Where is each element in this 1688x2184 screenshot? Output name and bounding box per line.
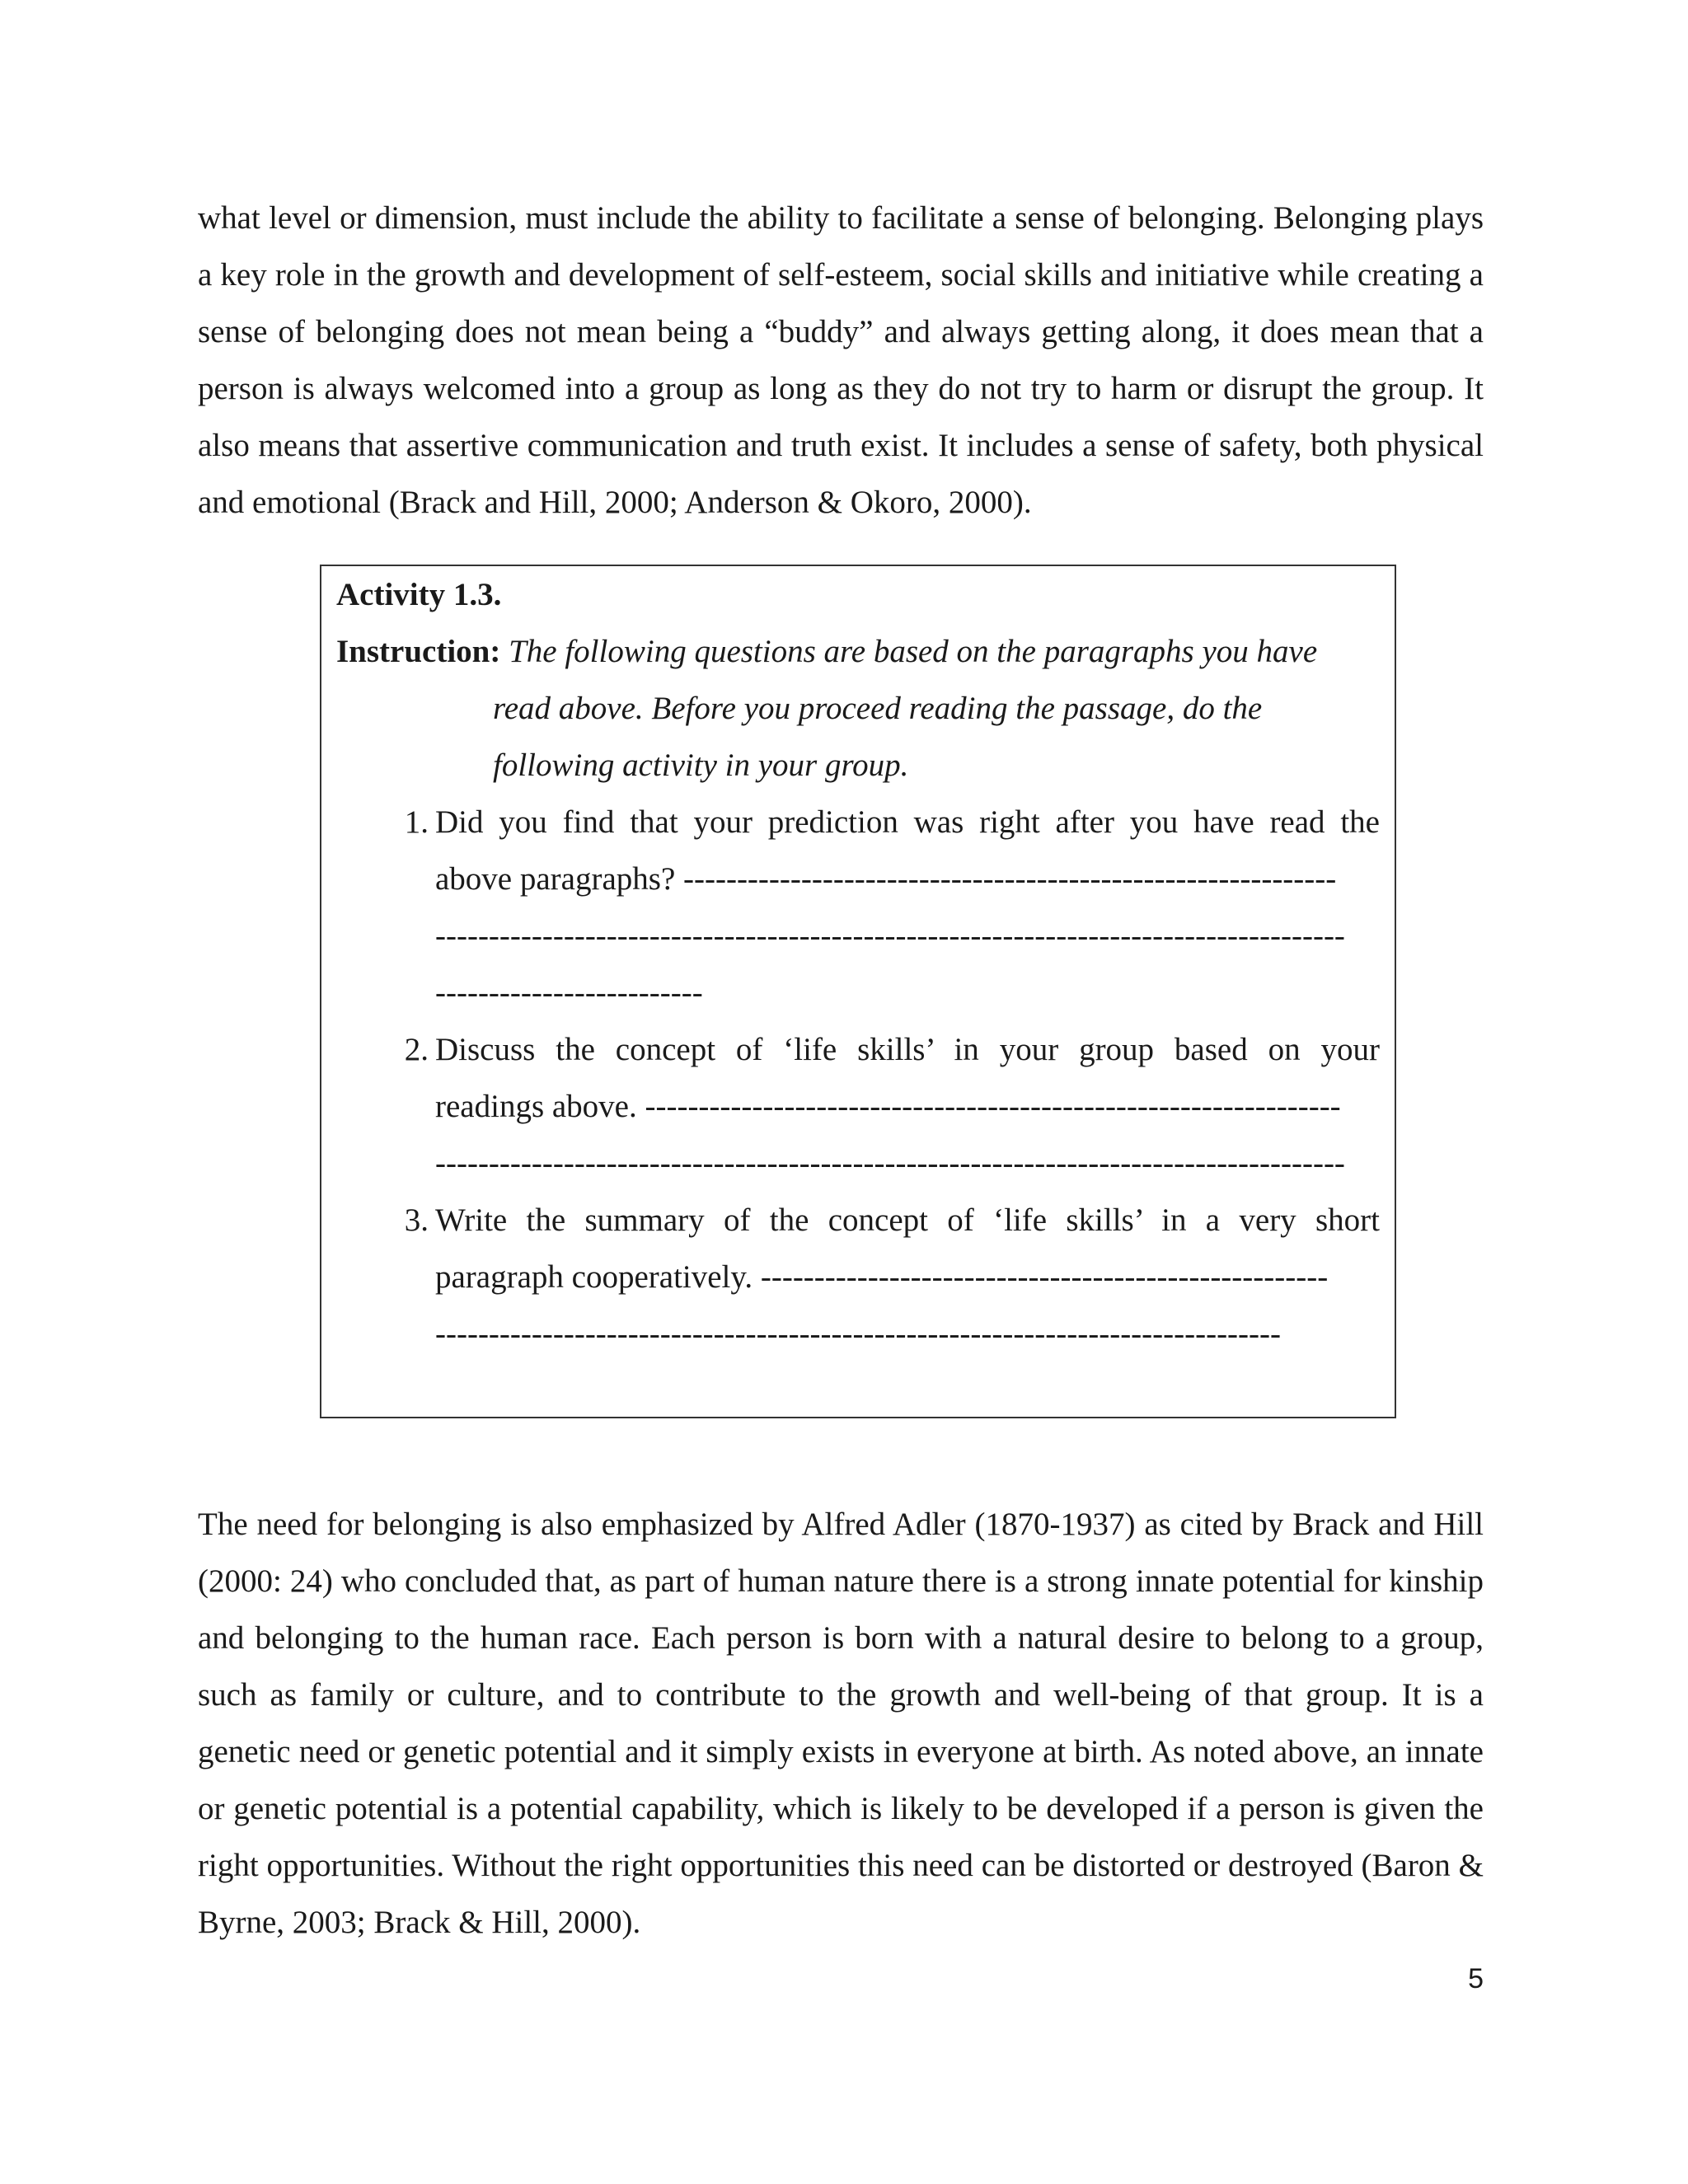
instruction-continuation xyxy=(493,680,1317,794)
question-number: 3. xyxy=(404,1202,429,1238)
instruction xyxy=(336,623,1383,680)
body-paragraph-1: what level or dimension, must include the ability to facilitate a sense of belonging. Belonging plays a key role in the growth and development of self-esteem, social skills and initiative while creating a sense of belonging does not mean being a “buddy” and always getting along, it does mean that a person is always welcomed into a group as long as they do not try to harm or disrupt the group. It also means that assertive communication and truth exist. It includes a sense of safety, both physical and emotional (Brack and Hill, 2000; Anderson & Okoro, 2000). xyxy=(198,200,1484,520)
activity-box xyxy=(320,565,1396,1418)
answer-line[interactable]: ------------------------------------------------------------------------------- xyxy=(435,1316,1281,1352)
answer-line[interactable]: paragraph cooperatively. ----------------------------------------------------- xyxy=(435,1259,1329,1295)
question-number: 1. xyxy=(404,804,429,840)
instruction-text-line-2: read above. Before you proceed reading the passage, do the xyxy=(493,691,1263,726)
question-text xyxy=(435,1021,1380,1192)
answer-line[interactable]: ------------------------------------------------------------------------------------- xyxy=(435,1146,1345,1181)
question-text xyxy=(435,794,1380,1021)
page-number: 5 xyxy=(1468,1963,1484,1994)
question-number: 2. xyxy=(404,1032,429,1067)
question-text xyxy=(435,1192,1380,1362)
answer-line[interactable]: ------------------------------------------------------------------------------------- xyxy=(435,918,1345,954)
question-line: Did you find that your prediction was right after you have read the xyxy=(435,804,1380,840)
instruction-text-line-3: following activity in your group. xyxy=(493,748,909,783)
question-line: Discuss the concept of ‘life skills’ in your group based on your xyxy=(435,1032,1380,1067)
body-paragraph-2: The need for belonging is also emphasized by Alfred Adler (1870-1937) as cited by Brack and Hill (2000: 24) who concluded that, as part of human nature there is a strong innate potential for kinship and belonging to the human race. Each person is born with a natural desire to belong to a group, such as family or culture, and to contribute to the growth and well-being of that group. It is a genetic need or genetic potential and it simply exists in everyone at birth. As noted above, an innate or genetic potential is a potential capability, which is likely to be developed if a person is given the right opportunities. Without the right opportunities this need can be distorted or destroyed (Baron & Byrne, 2003; Brack & Hill, 2000). xyxy=(198,1507,1484,1940)
answer-line[interactable]: readings above. ----------------------------------------------------------------- xyxy=(435,1089,1341,1124)
instruction-text-line-1: The following questions are based on the paragraphs you have xyxy=(500,634,1318,669)
activity-title: Activity 1.3. xyxy=(336,577,502,612)
answer-line[interactable]: ------------------------- xyxy=(435,975,703,1010)
instruction-label: Instruction: xyxy=(336,634,501,669)
answer-line[interactable]: above paragraphs? ------------------------------------------------------------- xyxy=(435,861,1337,897)
question-line: Write the summary of the concept of ‘life skills’ in a very short xyxy=(435,1202,1380,1238)
